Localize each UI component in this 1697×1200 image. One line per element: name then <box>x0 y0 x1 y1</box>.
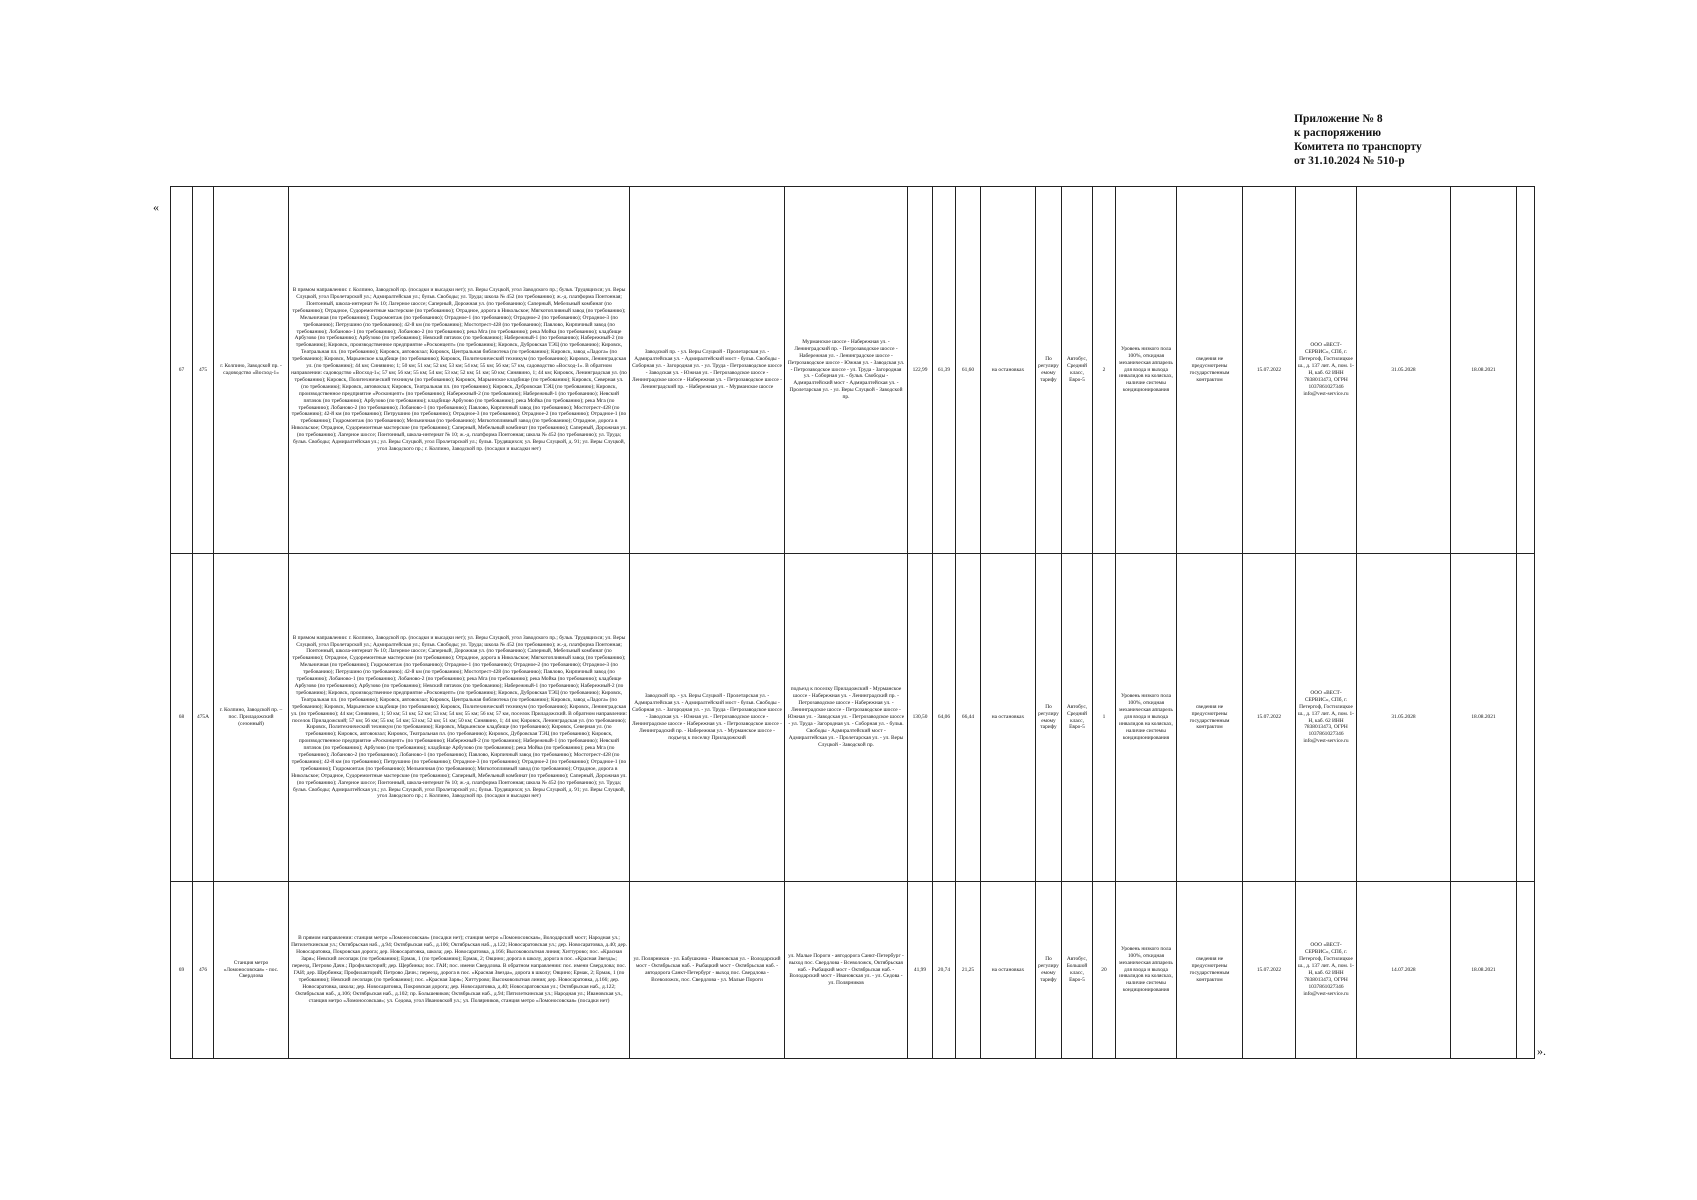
length-forward: 61,39 <box>933 187 956 554</box>
length-total: 122,99 <box>908 187 933 554</box>
tariff-type: По регулируемому тарифу <box>1036 882 1062 1059</box>
boarding-order: на остановках <box>981 882 1036 1059</box>
streets-reverse: ул. Малые Пороги - автодорога Санкт-Петербург - выход пос. Свердлова - Всеволожск, Октябрьская наб. - Рыбацкий мост - Октябрьская наб. - Володарский мост - Ивановская ул. - ул. Седова - ул. Полярников <box>785 882 908 1059</box>
route-name: Станция метро «Ломоносовская» - пос. Свердлова <box>214 882 289 1059</box>
appendix-title: Приложение № 8 <box>1294 113 1383 125</box>
contract-info: сведения не предусмотрены государственным контрактом <box>1177 882 1243 1059</box>
route-number: 475А <box>193 554 214 882</box>
vehicle-requirements: Уровень низкого пола 100%, откидная механическая аппарель для входа и выхода инвалидов на колясках, наличие системы кондиционирования <box>1116 187 1177 554</box>
vehicle-type: Автобус, Средний класс, Евро-5 <box>1062 187 1093 554</box>
tariff-type: По регулируемому тарифу <box>1036 187 1062 554</box>
registration-date: 18.08.2021 <box>1451 554 1517 882</box>
length-total: 41,99 <box>908 882 933 1059</box>
extra-cell <box>1517 187 1535 554</box>
streets-reverse: Мурманское шоссе - Набережная ул. - Ленинградский пр. - Петрозаводское шоссе - Набережная ул. - Ленинградское шоссе - Петрозаводское шоссе - Южная ул. - Заводская ул. - Петрозаводское шоссе - ул. Труда - Загородная ул. - Соборная ул. - бульв. Свободы - Адмиралтейский мост - Адмиралтейская ул. - Пролетарская ул. - ул. Веры Слуцкой - Заводской пр. <box>785 187 908 554</box>
route-register-table <box>170 186 1535 1059</box>
row-number: 67 <box>171 187 193 554</box>
carrier-info: ООО «ВЕСТ-СЕРВИС», СПб, г. Петергоф, Гостилицкое ш., д. 137 лит. А, пом. 1-Н, каб. 62 ИНН 7838013473, ОГРН 1037861027346 info@vest-service.ru <box>1296 187 1357 554</box>
appendix-committee: Комитета по транспорту <box>1294 141 1422 153</box>
route-stops: В прямом направлении: г. Колпино, Заводской пр. (посадки и высадки нет); ул. Веры Слуцкой, угол Заводского пр.; бульв. Трудящихся; ул. Веры Слуцкой, угол Пролетарской ул.; Адмиралтейская ул.; бульв. Свободы; ул. Труда; школа № 452 (по требованию); ж.-д. платформа Понтонная; Понтонный, школа-интернат № 10; Лагерное шоссе; Саперный, Дорожная ул. (по требованию); Саперный, Мебельный комбинат (по требованию); Отрадное, Судоремонтные мастерские (по требованию); Отрадное, дорога в Никольское; Мягкотопливный завод (по требованию); Мельничная (по требованию); Гидромонтаж (по требованию); Отрадное-1 (по требованию); Отрадное-2 (по требованию); Отрадное-3 (по требованию); Петрушино (по требованию); 42-й км (по требованию); Мостотрест-428 (по требованию); Павлово, Кирпичный завод (по требованию); Лобаново-1 (по требованию); Лобаново-2 (по требованию); река Мга (по требованию); река Мойка (по требованию); кладбище Арбузово (по требованию); Арбузово (по требованию); Невский пятачок (по требованию); Набережный-1 (по требованию); Набережный-2 (по требованию); Кировск, производственное предприятие «Росконцепт» (по требованию); Кировск, Дубровская ТЭЦ (по требованию); Кировск, Театральная пл. (по требованию); Кировск, автовокзал; Кировск, Центральная библиотека (по требованию); Кировск, завод «Ладога» (по требованию); Кировск, Марьинское кладбище (по требованию); Кировск, Политехнический техникум (по требованию); Кировск, Ленинградская ул. (по требованию); 44 км; Синявино, 1; 50 км; 51 км; 52 км; 53 км; 54 км; 55 км; 56 км; 57 км, поселок Приладожский. В обратном направлении: поселок Приладожский; 57 км; 56 км; 55 км; 54 км; 53 км; 52 км; 51 км; 50 км; Синявино, 1; 44 км; Кировск, Ленинградская ул. (по требованию); Кировск, Политехнический техникум (по требованию); Кировск, Марьинское кладбище (по требованию); Кировск, Северная ул. (по требованию); Кировск, автовокзал; Кировск, Театральная пл. (по требованию); Кировск, Дубровская ТЭЦ (по требованию); Кировск, производственное предприятие «Росконцепт» (по требованию); Набережный-2 (по требованию); Набережный-1 (по требованию); Невский пятачок (по требованию); Арбузово (по требованию); кладбище Арбузово (по требованию); река Мойка (по требованию); река Мга (по требованию); Лобаново-2 (по требованию); Лобаново-1 (по требованию); Павлово, Кирпичный завод (по требованию); Мостотрест-428 (по требованию); 42-й км (по требованию); Петрушино (по требованию); Отрадное-3 (по требованию); Отрадное-2 (по требованию); Отрадное-1 (по требованию); Гидромонтаж (по требованию); Мельничная (по требованию); Мягкотопливный завод (по требованию); Отрадное, дорога в Никольское; Отрадное, Судоремонтные мастерские (по требованию); Саперный, Мебельный комбинат (по требованию); Саперный, Дорожная ул. (по требованию); Лагерное шоссе; Понтонный, школа-интернат № 10; ж.-д. платформа Понтонная; школа № 452 (по требованию); ул. Труда; бульв. Свободы; Адмиралтейская ул.; ул. Веры Слуцкой, угол Пролетарской ул.; бульв. Трудящихся; ул. Веры Слуцкой, д. 91; ул. Веры Слуцкой, угол Заводского пр.; г. Колпино, Заводской пр. (посадки и высадки нет) <box>289 554 630 882</box>
route-number: 476 <box>193 882 214 1059</box>
table-body <box>171 187 1535 1059</box>
route-stops: В прямом направлении: г. Колпино, Заводской пр. (посадки и высадки нет); ул. Веры Слуцкой, угол Заводского пр.; бульв. Трудящихся; ул. Веры Слуцкой, угол Пролетарской ул.; Адмиралтейская ул.; бульв. Свободы; ул. Труда; школа № 452 (по требованию); ж.-д. платформа Понтонная; Понтонный, школа-интернат № 10; Лагерное шоссе; Саперный, Дорожная ул. (по требованию); Саперный, Мебельный комбинат (по требованию); Отрадное, Судоремонтные мастерские (по требованию); Отрадное, дорога в Никольское; Мягкотопливный завод (по требованию); Мельничная (по требованию); Гидромонтаж (по требованию); Отрадное-1 (по требованию); Отрадное-2 (по требованию); Отрадное-3 (по требованию); Петрушино (по требованию); 42-й км (по требованию); Мостотрест-428 (по требованию); Павлово, Кирпичный завод (по требованию); Лобаново-1 (по требованию); Лобаново-2 (по требованию); река Мга (по требованию); река Мойка (по требованию); кладбище Арбузово (по требованию); Арбузово (по требованию); Невский пятачок (по требованию); Набережный-1 (по требованию); Набережный-2 (по требованию); Кировск, производственное предприятие «Росконцепт» (по требованию); Кировск, Дубровская ТЭЦ (по требованию); Кировск, Театральная пл. (по требованию); Кировск, автовокзал; Кировск, Центральная библиотека (по требованию); Кировск, завод «Ладога» (по требованию); Кировск, Марьинское кладбище (по требованию); Кировск, Политехнический техникум (по требованию); Кировск, Ленинградская ул. (по требованию); 44 км; Синявино; 1; 50 км; 51 км; 52 км; 53 км; 54 км; 55 км; 56 км; 57 км, садоводство «Восход-1». В обратном направлении: садоводство «Восход-1»; 57 км; 56 км; 55 км; 54 км; 53 км; 52 км; 51 км; 50 км; Синявино, 1; 44 км; Кировск, Ленинградская ул. (по требованию); Кировск, Политехнический техникум (по требованию); Кировск, Марьинское кладбище (по требованию); Кировск, Северная ул. (по требованию); Кировск, автовокзал; Кировск, Театральная пл. (по требованию); Кировск, Дубровская ТЭЦ (по требованию); Кировск, производственное предприятие «Росконцепт» (по требованию); Набережный-2 (по требованию); Набережный-1 (по требованию); Невский пятачок (по требованию); Арбузово (по требованию); кладбище Арбузово (по требованию); река Мойка (по требованию); река Мга (по требованию); Лобаново-2 (по требованию); Лобаново-1 (по требованию); Павлово, Кирпичный завод (по требованию); Мостотрест-428 (по требованию); 42-й км (по требованию); Петрушино (по требованию); Отрадное-3 (по требованию); Отрадное-2 (по требованию); Отрадное-1 (по требованию); Гидромонтаж (по требованию); Мельничная (по требованию); Мягкотопливный завод (по требованию); Отрадное, дорога в Никольское; Отрадное, Судоремонтные мастерские (по требованию); Саперный, Мебельный комбинат (по требованию); Саперный, Дорожная ул. (по требованию); Лагерное шоссе; Понтонный, школа-интернат № 10; ж.-д. платформа Понтонная; школа № 452 (по требованию); ул. Труда; бульв. Свободы; Адмиралтейская ул.; ул. Веры Слуцкой, угол Пролетарской ул.; бульв. Трудящихся; ул. Веры Слуцкой, д. 91; ул. Веры Слуцкой, угол Заводского пр.; г. Колпино, Заводской пр. (посадки и высадки нет) <box>289 187 630 554</box>
boarding-order: на остановках <box>981 187 1036 554</box>
row-number: 69 <box>171 882 193 1059</box>
vehicle-type: Автобус, Средний класс, Евро-5 <box>1062 554 1093 882</box>
vehicle-type: Автобус, Большой класс, Евро-5 <box>1062 882 1093 1059</box>
length-total: 130,50 <box>908 554 933 882</box>
start-date: 15.07.2022 <box>1243 554 1296 882</box>
carrier-info: ООО «ВЕСТ-СЕРВИС», СПб, г. Петергоф, Гостилицкое ш., д. 137 лит. А, пом. 1-Н, каб. 62 ИНН 7838013473, ОГРН 1037861027346 info@vest-service.ru <box>1296 554 1357 882</box>
start-date: 15.07.2022 <box>1243 187 1296 554</box>
vehicle-count: 1 <box>1093 554 1116 882</box>
streets-forward: Заводской пр. - ул. Веры Слуцкой - Пролетарская ул. - Адмиралтейская ул. - Адмиралтейский мост - бульв. Свободы - Соборная ул. - Загородная ул. - ул. Труда - Петрозаводское шоссе - Заводская ул. - Южная ул. - Петрозаводское шоссе - Ленинградское шоссе - Набережная ул. - Петрозаводское шоссе - Ленинградский пр. - Набережная ул. - Мурманское шоссе - подъезд к поселку Приладожский <box>630 554 785 882</box>
appendix-header <box>1294 112 1422 168</box>
contract-end-date: 31.05.2028 <box>1357 554 1451 882</box>
table-row <box>171 187 1535 554</box>
length-reverse: 66,44 <box>956 554 981 882</box>
length-reverse: 61,60 <box>956 187 981 554</box>
length-reverse: 21,25 <box>956 882 981 1059</box>
contract-end-date: 31.05.2028 <box>1357 187 1451 554</box>
length-forward: 20,74 <box>933 882 956 1059</box>
streets-forward: Заводской пр. - ул. Веры Слуцкой - Пролетарская ул. - Адмиралтейская ул. - Адмиралтейский мост - бульв. Свободы - Соборная ул. - Загородная ул. - ул. Труда - Петрозаводское шоссе - Заводская ул. - Южная ул. - Петрозаводское шоссе - Ленинградское шоссе - Набережная ул. - Петрозаводское шоссе - Ленинградский пр. - Набережная ул. - Мурманское шоссе <box>630 187 785 554</box>
streets-forward: ул. Полярников - ул. Бабушкина - Ивановская ул. - Володарский мост - Октябрьская наб. - Рыбацкий мост - Октябрьская наб. - автодорога Санкт-Петербург - выход пос. Свердлова - Всеволожск, пос. Свердлова - ул. Малые Пороги <box>630 882 785 1059</box>
appendix-ref-line: к распоряжению <box>1294 127 1382 139</box>
contract-info: сведения не предусмотрены государственным контрактом <box>1177 187 1243 554</box>
table-row <box>171 554 1535 882</box>
route-name: г. Колпино, Заводской пр. – пос. Приладожский (сезонный) <box>214 554 289 882</box>
route-name: г. Колпино, Заводской пр. - садоводство «Восход-1» <box>214 187 289 554</box>
route-stops: В прямом направлении: станция метро «Ломоносовская» (посадки нет); станция метро «Ломоносовская», Володарский мост; Народная ул.; Пятилеткинская ул.; Октябрьская наб., д.94; Октябрьская наб., д.106; Октябрьская наб., д.122; Новосаратовская ул.; дер. Новосаратовка, д.40; дер. Новосаратовка, Покровская дорога; дер. Новосаратовка, школа; дер. Новосаратовка, д.166; Высоковольтная линия; Хиттурово; пос. «Красная Заря»; Невский лесопарк (по требованию); Ермак, 1 (по требованию); Ермак, 2; Овцино; дорога в школу, дорога в пос. «Красная Звезда»; переезд, Петрово Дачн.; Профилакторий; дер. Щербинка; пос. ГАИ; пос. имени Свердлова. В обратном направлении: пос. имени Свердлова; пос. ГАИ; дер. Щербинка; Профилакторий; Петрово Дачн.; переезд, дорога в пос. «Красная Звезда», дорога в школу; Овцино; Ермак, 2; Ермак, 1 (по требованию); Невский лесопарк (по требованию); пос. «Красная Заря»; Хиттурово; Высоковольтная линия; дер. Новосаратовка, д.166; дер. Новосаратовка, школа; дер. Новосаратовка, Покровская дорога; дер. Новосаратовка, д.40; Новосаратовская ул.; Октябрьская наб., д.122; Октябрьская наб., д.106; Октябрьская наб., д.102; пр. Большевиков; Октябрьская наб., д.94; Пятилеткинская ул.; Народная ул.; Ивановская ул., станция метро «Ломоносовская»; ул. Седова, угол Ивановской ул.; ул. Полярников, станция метро «Ломоносовская» (посадки нет) <box>289 882 630 1059</box>
contract-info: сведения не предусмотрены государственным контрактом <box>1177 554 1243 882</box>
length-forward: 64,06 <box>933 554 956 882</box>
appendix-date: от 31.10.2024 № 510-р <box>1294 155 1405 167</box>
vehicle-count: 20 <box>1093 882 1116 1059</box>
boarding-order: на остановках <box>981 554 1036 882</box>
table-row <box>171 882 1535 1059</box>
contract-end-date: 14.07.2028 <box>1357 882 1451 1059</box>
streets-reverse: подъезд к поселку Приладожский - Мурманское шоссе - Набережная ул. - Ленинградский пр. - Петрозаводское шоссе - Набережная ул. - Ленинградское шоссе - Петрозаводское шоссе - Южная ул. - Заводская ул. - Петрозаводское шоссе - ул. Труда - Загородная ул. - Соборная ул. - бульв. Свободы - Адмиралтейский мост - Адмиралтейская ул. - Пролетарская ул. - ул. Веры Слуцкой - Заводской пр. <box>785 554 908 882</box>
start-date: 15.07.2022 <box>1243 882 1296 1059</box>
opening-quote: « <box>153 200 159 214</box>
row-number: 68 <box>171 554 193 882</box>
extra-cell <box>1517 554 1535 882</box>
registration-date: 18.08.2021 <box>1451 187 1517 554</box>
extra-cell <box>1517 882 1535 1059</box>
closing-quote: ». <box>1537 1044 1546 1058</box>
registration-date: 18.08.2021 <box>1451 882 1517 1059</box>
route-number: 475 <box>193 187 214 554</box>
tariff-type: По регулируемому тарифу <box>1036 554 1062 882</box>
vehicle-requirements: Уровень низкого пола 100%, откидная механическая аппарель для входа и выхода инвалидов на колясках, наличие системы кондиционирования <box>1116 882 1177 1059</box>
vehicle-requirements: Уровень низкого пола 100%, откидная механическая аппарель для входа и выхода инвалидов на колясках, наличие системы кондиционирования <box>1116 554 1177 882</box>
vehicle-count: 2 <box>1093 187 1116 554</box>
carrier-info: ООО «ВЕСТ-СЕРВИС», СПб, г. Петергоф, Гостилицкое ш., д. 137 лит. А, пом. 1-Н, каб. 62 ИНН 7838013473, ОГРН 1037861027346 info@vest-service.ru <box>1296 882 1357 1059</box>
